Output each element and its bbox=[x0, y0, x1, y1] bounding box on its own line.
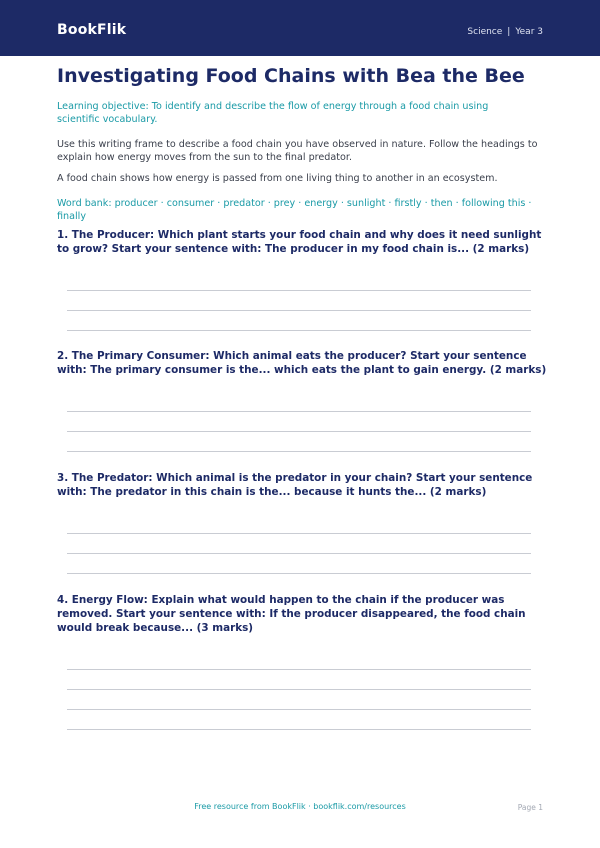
subject-label: Science bbox=[467, 27, 503, 37]
answer-line-q1-2[interactable] bbox=[67, 310, 531, 311]
question-2: 2. The Primary Consumer: Which animal eats the producer? Start your sentence with: The primary consumer is the... which eats the plant to gain energy. (2 marks) bbox=[57, 350, 547, 376]
word-bank: Word bank: producer · consumer · predator · prey · energy · sunlight · firstly · then · following this · finally bbox=[57, 198, 532, 222]
answer-line-q3-2[interactable] bbox=[67, 553, 531, 554]
answer-line-q4-1[interactable] bbox=[67, 669, 531, 670]
intro-text: A food chain shows how energy is passed from one living thing to another in an ecosystem. bbox=[57, 173, 498, 184]
question-3: 3. The Predator: Which animal is the predator in your chain? Start your sentence with: The predator in this chain is the... because it hunts the... (2 marks) bbox=[57, 472, 533, 498]
answer-line-q3-1[interactable] bbox=[67, 533, 531, 534]
brand-logo[interactable]: BookFlik bbox=[57, 22, 127, 38]
answer-line-q2-2[interactable] bbox=[67, 431, 531, 432]
year-label: Year 3 bbox=[515, 27, 543, 37]
page-title: Investigating Food Chains with Bea the Bee bbox=[57, 65, 525, 87]
learning-objective: Learning objective: To identify and describe the flow of energy through a food chain using scientific vocabulary. bbox=[57, 101, 489, 125]
answer-line-q2-3[interactable] bbox=[67, 451, 531, 452]
answer-line-q4-3[interactable] bbox=[67, 709, 531, 710]
answer-line-q3-3[interactable] bbox=[67, 573, 531, 574]
answer-line-q1-1[interactable] bbox=[67, 290, 531, 291]
question-1: 1. The Producer: Which plant starts your food chain and why does it need sunlight to grow? Start your sentence with: The producer in my food chain is... (2 marks) bbox=[57, 229, 542, 255]
meta-separator: | bbox=[507, 27, 511, 37]
question-4: 4. Energy Flow: Explain what would happen to the chain if the producer was removed. Start your sentence with: If the producer disappeared, the food chain would break because... (3 marks) bbox=[57, 594, 526, 634]
answer-line-q4-2[interactable] bbox=[67, 689, 531, 690]
answer-line-q2-1[interactable] bbox=[67, 411, 531, 412]
footer-resource-link[interactable]: Free resource from BookFlik · bookflik.com/resources bbox=[194, 802, 406, 811]
header-bar bbox=[0, 0, 600, 56]
page-number: Page 1 bbox=[517, 803, 543, 812]
instructions-text: Use this writing frame to describe a food chain you have observed in nature. Follow the headings to explain how energy moves from the sun to the final predator. bbox=[57, 139, 538, 163]
answer-line-q4-4[interactable] bbox=[67, 729, 531, 730]
subject-year bbox=[467, 27, 543, 37]
answer-line-q1-3[interactable] bbox=[67, 330, 531, 331]
